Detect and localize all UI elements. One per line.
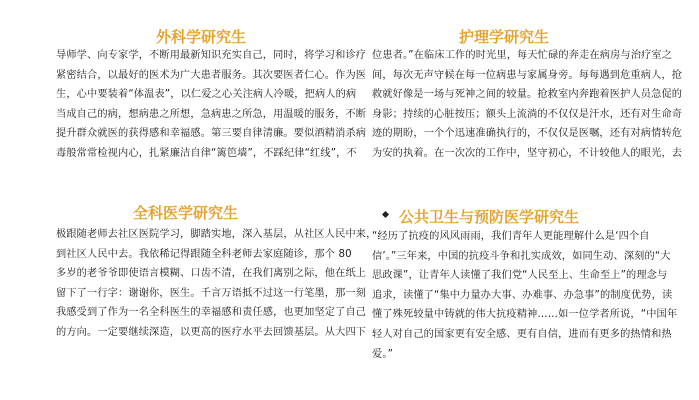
section-title-nursing: 护理学研究生 [459,28,550,46]
text-line: 为安的执着。在一次次的工作中，坚守初心，不计较他人的眼光，去 [372,147,683,159]
text-line: 紧密结合，以最好的医术为广大患者服务。其次要医者仁心。作为医 [56,69,367,81]
text-line: 生，心中要装着“体温表”，以仁爱之心关注病人冷暖，把病人的病 [56,89,357,101]
text-line: 极跟随老师去社区医院学习，脚踏实地，深入基层，从社区人民中来， [56,229,377,240]
text-line: 导师学、向专家学，不断用最新知识充实自己，同时，将学习和诊疗 [56,50,367,61]
text-line: 当成自己的病，想病患之所想，急病患之所急，用温暖的服务，不断 [56,108,367,120]
section-title-general-practice: 全科医学研究生 [133,204,239,222]
text-line: 思政课”，让青年人读懂了我们党“人民至上、生命至上”的理念与 [372,270,668,282]
text-line: 位患者。”在临床工作的时光里，每天忙碌的奔走在病房与治疗室之 [372,50,673,61]
text-line: 的方向。一定要继续深造，以更高的医疗水平去回馈基层。从大四下 [56,326,367,338]
text-line: 留下了一行字：谢谢你，医生。千言万语抵不过这一行笔墨，那一刻 [56,287,367,299]
section-body-general-practice [56,225,376,343]
text-line: 轻人对自己的国家更有安全感、更有自信，进而有更多的热情和热 [372,328,672,340]
text-line: 迹的期盼，一个个迅速准确执行的，不仅仅是医嘱，还有对病情转危 [372,128,683,140]
text-line: 到社区人民中去。我依稀记得跟随全科老师去家庭随诊，那个 80 [56,248,352,260]
text-line: 多岁的老爷爷即使语言模糊、口齿不清，在我们离别之际，他在纸上 [56,268,367,280]
text-line: 懂了殊死较量中铸就的伟大抗疫精神……如一位学者所说，“中国年 [372,309,678,321]
text-line: 提升群众就医的获得感和幸福感。第三要自律清廉。要似酒精消杀病 [56,128,367,140]
section-title-public-health: 公共卫生与预防医学研究生 [399,208,580,226]
text-line: 救就好像是一场与死神之间的较量。抢救室内奔跑着医护人员急促的 [372,89,683,101]
text-line: 信’。”三年来，中国的抗疫斗争和扎实成效，如同生动、深刻的“大 [372,250,671,262]
text-line: “经历了抗疫的风风雨雨，我们青年人更能理解什么是‘四个自 [372,231,650,242]
text-line: 身影；持续的心脏按压；额头上流淌的不仅仅是汗水，还有对生命奇 [372,108,683,120]
text-line: 爱。” [372,348,394,360]
section-body-surgery [56,46,366,164]
section-title-surgery: 外科学研究生 [156,28,247,46]
text-line: 我感受到了作为一名全科医生的幸福感和责任感，也更加坚定了自己 [56,307,367,319]
text-line: 追求，读懂了“集中力量办大事、办难事、办急事”的制度优势，读 [372,289,673,301]
section-body-nursing [372,46,682,164]
diamond-bullet-icon [382,211,389,218]
section-body-public-health [372,227,677,364]
text-line: 毒般常常检视内心，扎紧廉洁自律“篱笆墙”，不踩纪律“红线”，不 [56,147,357,159]
text-line: 间，每次无声守候在每一位病患与家属身旁。每每遇到危重病人，抢 [372,69,683,81]
